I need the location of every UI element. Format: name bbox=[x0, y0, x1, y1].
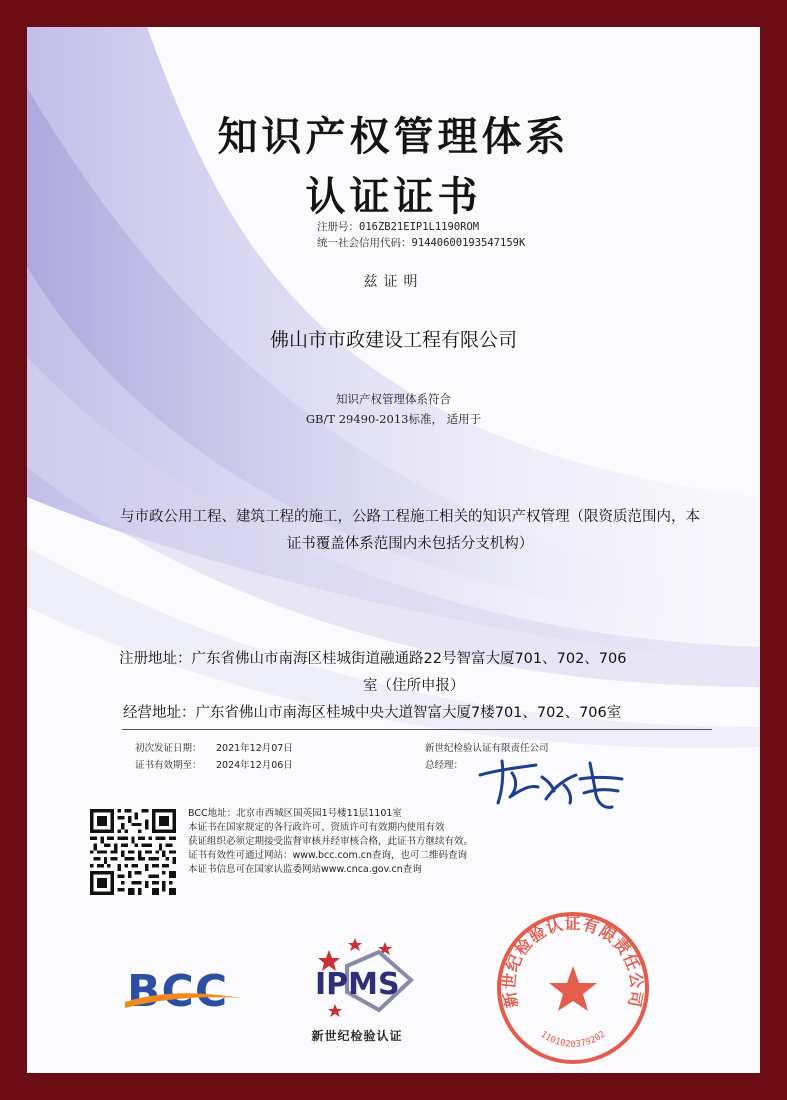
issue-date-label: 初次发证日期： bbox=[135, 743, 202, 754]
bcc-logo-text: BCC bbox=[127, 966, 229, 1017]
registered-address-line-1: 注册地址：广东省佛山市南海区桂城街道融通路22号智富大厦701、702、706 bbox=[119, 651, 627, 667]
title-line-2: 认证证书 bbox=[305, 173, 482, 220]
certification-scope: 与市政公用工程、建筑工程的施工，公路工程施工相关的知识产权管理（限资质范围内，本证书覆盖体系范围内未包括分支机构） bbox=[120, 509, 700, 552]
bcc-info-block bbox=[188, 807, 473, 877]
company-name: 佛山市市政建设工程有限公司 bbox=[269, 329, 517, 351]
bcc-logo bbox=[123, 962, 243, 1022]
conformity-line-1: 知识产权管理体系符合 bbox=[336, 392, 451, 406]
bcc-info-line: 获证组织必须定期接受监督审核并经审核合格，此证书方继续有效。 bbox=[188, 836, 474, 847]
hereby-certify: 兹证明 bbox=[363, 274, 424, 290]
bcc-info-line: 证书有效性可通过网站：www.bcc.com.cn查询，也可二维码查询 bbox=[188, 850, 468, 861]
general-manager-label: 总经理： bbox=[425, 760, 464, 771]
bcc-info-line: BCC地址：北京市西城区国英园1号楼11层1101室 bbox=[188, 808, 402, 819]
registration-number: 注册号：016ZB21EIP1L1190ROM bbox=[317, 221, 480, 233]
manager-signature bbox=[472, 755, 632, 815]
issue-date: 2021年12月07日 bbox=[216, 743, 293, 754]
seal-text: 新世纪检验认证有限责任公司 bbox=[499, 913, 647, 1010]
seal-number: 1101020379202 bbox=[538, 1029, 608, 1050]
bcc-info-line: 本证书在国家规定的各行政许可、资质许可有效期内使用有效 bbox=[188, 822, 445, 833]
credit-code: 统一社会信用代码：91440600193547159K bbox=[317, 237, 526, 249]
ipms-caption: 新世纪检验认证 bbox=[311, 1029, 403, 1043]
title-line-1: 知识产权管理体系 bbox=[217, 113, 570, 160]
ipms-logo-text: IPMS bbox=[315, 967, 400, 1002]
ipms-logo bbox=[307, 932, 417, 1027]
conformity-line-2: GB/T 29490-2013标准， 适用于 bbox=[305, 412, 482, 426]
valid-until-label: 证书有效期至： bbox=[135, 760, 202, 771]
issuing-body: 新世纪检验认证有限责任公司 bbox=[425, 743, 549, 754]
certificate-paper bbox=[27, 27, 760, 1073]
bcc-info-line: 本证书信息可在国家认监委网站www.cnca.gov.cn查询 bbox=[188, 864, 422, 875]
divider bbox=[122, 729, 712, 730]
valid-until-date: 2024年12月06日 bbox=[216, 760, 293, 771]
registered-address-line-2: 室（住所申报） bbox=[363, 678, 465, 694]
company-seal bbox=[495, 910, 651, 1066]
svg-text:1101020379202 bbox=[538, 1030, 607, 1050]
business-address: 经营地址：广东省佛山市南海区桂城中央大道智富大厦7楼701、702、706室 bbox=[123, 705, 622, 721]
qr-code-icon bbox=[90, 809, 176, 895]
